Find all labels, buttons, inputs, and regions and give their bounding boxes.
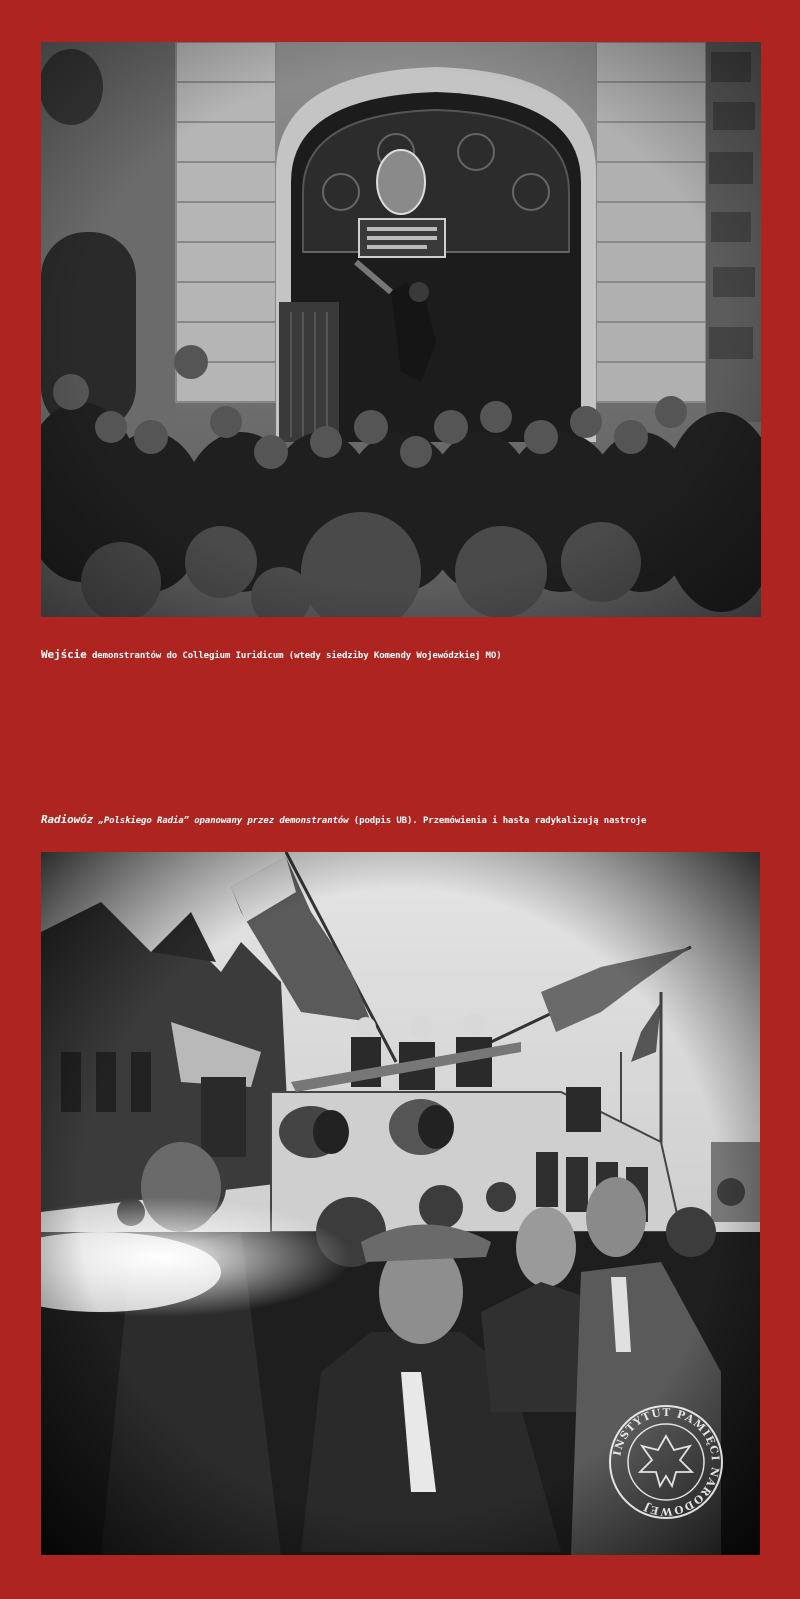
photo-2-image [41,852,760,1555]
photo-1-image [41,42,761,617]
photo-collegium-iuridicum-entrance [41,42,761,617]
seal-text: INSTYTUT PAMIĘCI NARODOWEJ [611,1406,722,1518]
caption-1-text: demonstrantów do Collegium Iuridicum (wtedy siedziby Komendy Wojewódzkiej MO) [86,651,502,661]
photo-2-caption [41,813,646,826]
photo-radio-van [41,852,760,1555]
caption-2-lead: Radiowóz [41,813,94,826]
caption-1-lead: Wejście [41,648,87,661]
caption-2-text-italic: „Polskiego Radia” opanowany przez demonstrantów [93,816,349,826]
caption-2-text: (podpis UB). Przemówienia i hasła radykalizują nastroje [348,816,647,826]
photo-1-caption [41,648,502,661]
